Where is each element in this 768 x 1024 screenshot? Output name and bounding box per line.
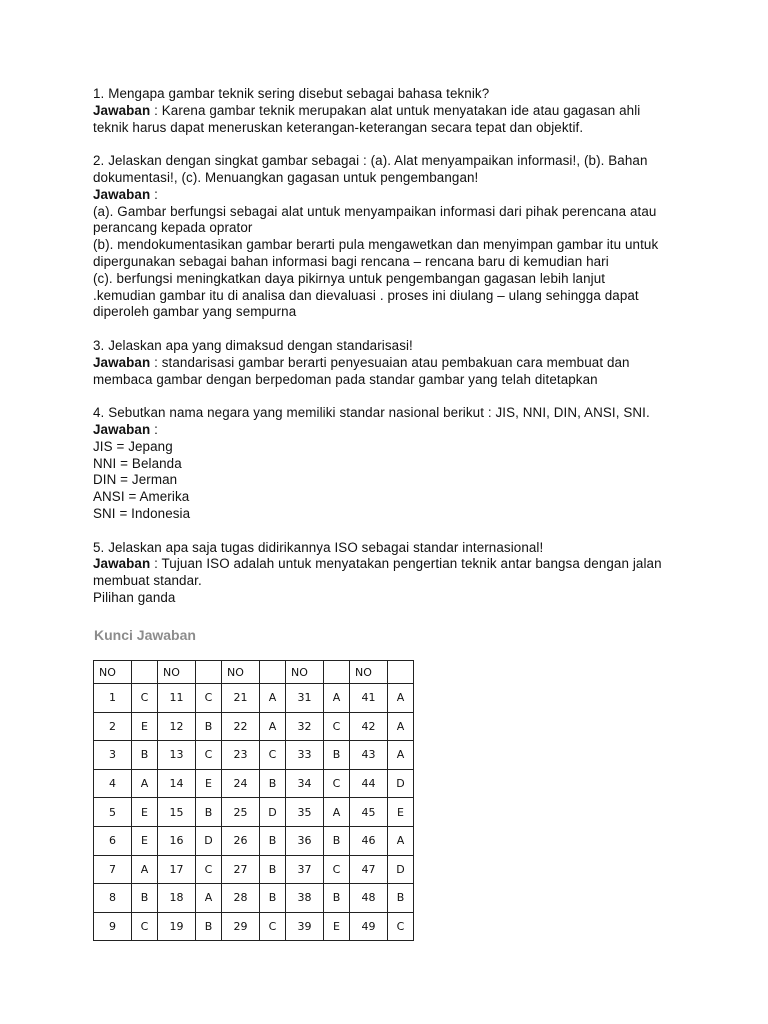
answer-letter-cell: B — [260, 769, 286, 798]
question-number-cell: 11 — [158, 684, 196, 713]
answer-letter-cell: C — [196, 684, 222, 713]
question-number-cell: 15 — [158, 798, 196, 827]
question-number-cell: 4 — [94, 769, 132, 798]
table-row — [94, 741, 414, 770]
question-number-cell: 28 — [222, 884, 260, 913]
answer-line: teknik harus dapat meneruskan keterangan-keterangan secara tepat dan objektif. — [93, 119, 584, 135]
column-header — [324, 661, 350, 684]
answer-letter-cell: B — [388, 884, 414, 913]
answer-letter-cell: E — [196, 769, 222, 798]
question-text: dokumentasi!, (c). Menuangkan gagasan untuk pengembangan! — [93, 169, 479, 185]
question-number-cell: 29 — [222, 912, 260, 941]
table-row — [94, 855, 414, 884]
answer-letter-cell: A — [260, 684, 286, 713]
question-number-cell: 23 — [222, 741, 260, 770]
question-number-cell: 34 — [286, 769, 324, 798]
answer-line: Jawaban : standarisasi gambar berarti penyesuaian atau pembakuan cara membuat dan — [93, 354, 630, 370]
column-header: NO — [350, 661, 388, 684]
question-number-cell: 16 — [158, 826, 196, 855]
question-number-cell: 22 — [222, 712, 260, 741]
answer-letter-cell: C — [260, 912, 286, 941]
answer-letter-cell: E — [132, 798, 158, 827]
question-number-cell: 17 — [158, 855, 196, 884]
answer-line: Jawaban : — [93, 186, 158, 202]
question-number-cell: 13 — [158, 741, 196, 770]
table-row — [94, 769, 414, 798]
answer-letter-cell: C — [260, 741, 286, 770]
answer-line: Jawaban : — [93, 421, 158, 437]
answer-line: ANSI = Amerika — [93, 489, 190, 505]
answer-line: Pilihan ganda — [93, 589, 176, 605]
answer-letter-cell: B — [196, 798, 222, 827]
question-number-cell: 44 — [350, 769, 388, 798]
question-text: 5. Jelaskan apa saja tugas didirikannya ISO sebagai standar internasional! — [93, 539, 544, 555]
answer-letter-cell: C — [132, 912, 158, 941]
answer-letter-cell: A — [196, 884, 222, 913]
table-row — [94, 912, 414, 941]
question-text: 1. Mengapa gambar teknik sering disebut sebagai bahasa teknik? — [93, 86, 490, 101]
table-row — [94, 884, 414, 913]
answer-letter-cell: B — [196, 712, 222, 741]
question-number-cell: 41 — [350, 684, 388, 713]
answer-letter-cell: A — [388, 741, 414, 770]
answer-letter-cell: E — [388, 798, 414, 827]
answer-line: (a). Gambar berfungsi sebagai alat untuk menyampaikan informasi dari pihak perencana atau — [93, 203, 657, 219]
answer-line: dipergunakan sebagai bahan informasi bagi rencana – rencana baru di kemudian hari — [93, 253, 609, 269]
question-5 — [93, 540, 693, 607]
answer-letter-cell: C — [132, 684, 158, 713]
answer-label: Jawaban — [93, 186, 151, 202]
answer-line: diperoleh gambar yang sempurna — [93, 304, 297, 320]
answer-line: perancang kepada oprator — [93, 220, 253, 236]
question-text: 3. Jelaskan apa yang dimaksud dengan standarisasi! — [93, 337, 413, 353]
answer-label: Jawaban — [93, 556, 151, 572]
question-4 — [93, 405, 693, 523]
table-row — [94, 712, 414, 741]
question-number-cell: 33 — [286, 741, 324, 770]
answer-letter-cell: A — [324, 798, 350, 827]
answer-letter-cell: C — [324, 855, 350, 884]
answer-letter-cell: D — [388, 855, 414, 884]
question-number-cell: 31 — [286, 684, 324, 713]
answer-line: Jawaban : Tujuan ISO adalah untuk menyatakan pengertian teknik antar bangsa dengan jalan — [93, 556, 662, 572]
question-number-cell: 9 — [94, 912, 132, 941]
question-number-cell: 43 — [350, 741, 388, 770]
answer-letter-cell: A — [388, 826, 414, 855]
answer-line: NNI = Belanda — [93, 455, 182, 471]
answer-letter-cell: C — [324, 769, 350, 798]
question-number-cell: 48 — [350, 884, 388, 913]
answer-letter-cell: B — [324, 741, 350, 770]
answer-letter-cell: B — [324, 826, 350, 855]
column-header — [388, 661, 414, 684]
question-number-cell: 2 — [94, 712, 132, 741]
question-3 — [93, 338, 693, 388]
question-number-cell: 45 — [350, 798, 388, 827]
question-number-cell: 5 — [94, 798, 132, 827]
column-header: NO — [94, 661, 132, 684]
question-number-cell: 36 — [286, 826, 324, 855]
answer-letter-cell: D — [260, 798, 286, 827]
answer-letter-cell: E — [324, 912, 350, 941]
question-number-cell: 6 — [94, 826, 132, 855]
column-header: NO — [158, 661, 196, 684]
table-row — [94, 684, 414, 713]
question-number-cell: 46 — [350, 826, 388, 855]
question-number-cell: 35 — [286, 798, 324, 827]
question-number-cell: 26 — [222, 826, 260, 855]
answer-letter-cell: B — [260, 855, 286, 884]
answer-letter-cell: A — [260, 712, 286, 741]
question-number-cell: 18 — [158, 884, 196, 913]
column-header: NO — [222, 661, 260, 684]
question-number-cell: 27 — [222, 855, 260, 884]
answer-letter-cell: D — [388, 769, 414, 798]
answer-line: membaca gambar dengan berpedoman pada standar gambar yang telah ditetapkan — [93, 371, 598, 387]
answer-letter-cell: D — [196, 826, 222, 855]
answer-letter-cell: B — [132, 884, 158, 913]
answer-key-heading: Kunci Jawaban — [94, 627, 196, 643]
question-number-cell: 47 — [350, 855, 388, 884]
question-number-cell: 37 — [286, 855, 324, 884]
question-number-cell: 12 — [158, 712, 196, 741]
answer-label: Jawaban — [93, 421, 151, 437]
question-number-cell: 38 — [286, 884, 324, 913]
question-number-cell: 49 — [350, 912, 388, 941]
answer-letter-cell: B — [260, 826, 286, 855]
question-number-cell: 3 — [94, 741, 132, 770]
question-number-cell: 19 — [158, 912, 196, 941]
answer-letter-cell: E — [132, 712, 158, 741]
question-number-cell: 21 — [222, 684, 260, 713]
answer-line: (c). berfungsi meningkatkan daya pikirnya untuk pengembangan gagasan lebih lanjut — [93, 270, 606, 286]
answer-letter-cell: A — [388, 712, 414, 741]
answer-line: (b). mendokumentasikan gambar berarti pula mengawetkan dan menyimpan gambar itu untuk — [93, 237, 659, 253]
answer-letter-cell: A — [324, 684, 350, 713]
answer-line: Jawaban : Karena gambar teknik merupakan alat untuk menyatakan ide atau gagasan ahli — [93, 102, 641, 118]
question-number-cell: 8 — [94, 884, 132, 913]
answer-line: JIS = Jepang — [93, 438, 173, 454]
question-number-cell: 1 — [94, 684, 132, 713]
question-text: 4. Sebutkan nama negara yang memiliki standar nasional berikut : JIS, NNI, DIN, ANSI, SNI. — [93, 405, 650, 421]
answer-letter-cell: A — [388, 684, 414, 713]
answer-letter-cell: B — [260, 884, 286, 913]
answer-key-table — [93, 660, 414, 941]
answer-line: .kemudian gambar itu di analisa dan dievaluasi . proses ini diulang – ulang sehingga dapat — [93, 287, 639, 303]
question-text: 2. Jelaskan dengan singkat gambar sebagai : (a). Alat menyampaikan informasi!, (b). Bahan — [93, 153, 648, 169]
answer-key-body — [94, 684, 414, 941]
answer-letter-cell: B — [132, 741, 158, 770]
answer-line: SNI = Indonesia — [93, 505, 191, 521]
answer-letter-cell: C — [388, 912, 414, 941]
answer-letter-cell: E — [132, 826, 158, 855]
question-number-cell: 24 — [222, 769, 260, 798]
table-row — [94, 826, 414, 855]
column-header: NO — [286, 661, 324, 684]
answer-line: DIN = Jerman — [93, 472, 178, 488]
question-number-cell: 39 — [286, 912, 324, 941]
table-row — [94, 798, 414, 827]
table-header-row — [94, 661, 414, 684]
answer-letter-cell: A — [132, 769, 158, 798]
answer-letter-cell: B — [324, 884, 350, 913]
column-header — [132, 661, 158, 684]
answer-letter-cell: C — [196, 855, 222, 884]
question-number-cell: 42 — [350, 712, 388, 741]
answer-letter-cell: A — [132, 855, 158, 884]
question-1 — [93, 86, 693, 136]
answer-label: Jawaban — [93, 354, 151, 370]
question-number-cell: 7 — [94, 855, 132, 884]
answer-line: membuat standar. — [93, 573, 202, 589]
question-number-cell: 25 — [222, 798, 260, 827]
question-list — [93, 86, 693, 624]
answer-letter-cell: B — [196, 912, 222, 941]
column-header — [196, 661, 222, 684]
column-header — [260, 661, 286, 684]
answer-label: Jawaban — [93, 102, 151, 118]
answer-letter-cell: C — [324, 712, 350, 741]
answer-letter-cell: C — [196, 741, 222, 770]
question-number-cell: 14 — [158, 769, 196, 798]
question-number-cell: 32 — [286, 712, 324, 741]
question-2 — [93, 153, 693, 321]
